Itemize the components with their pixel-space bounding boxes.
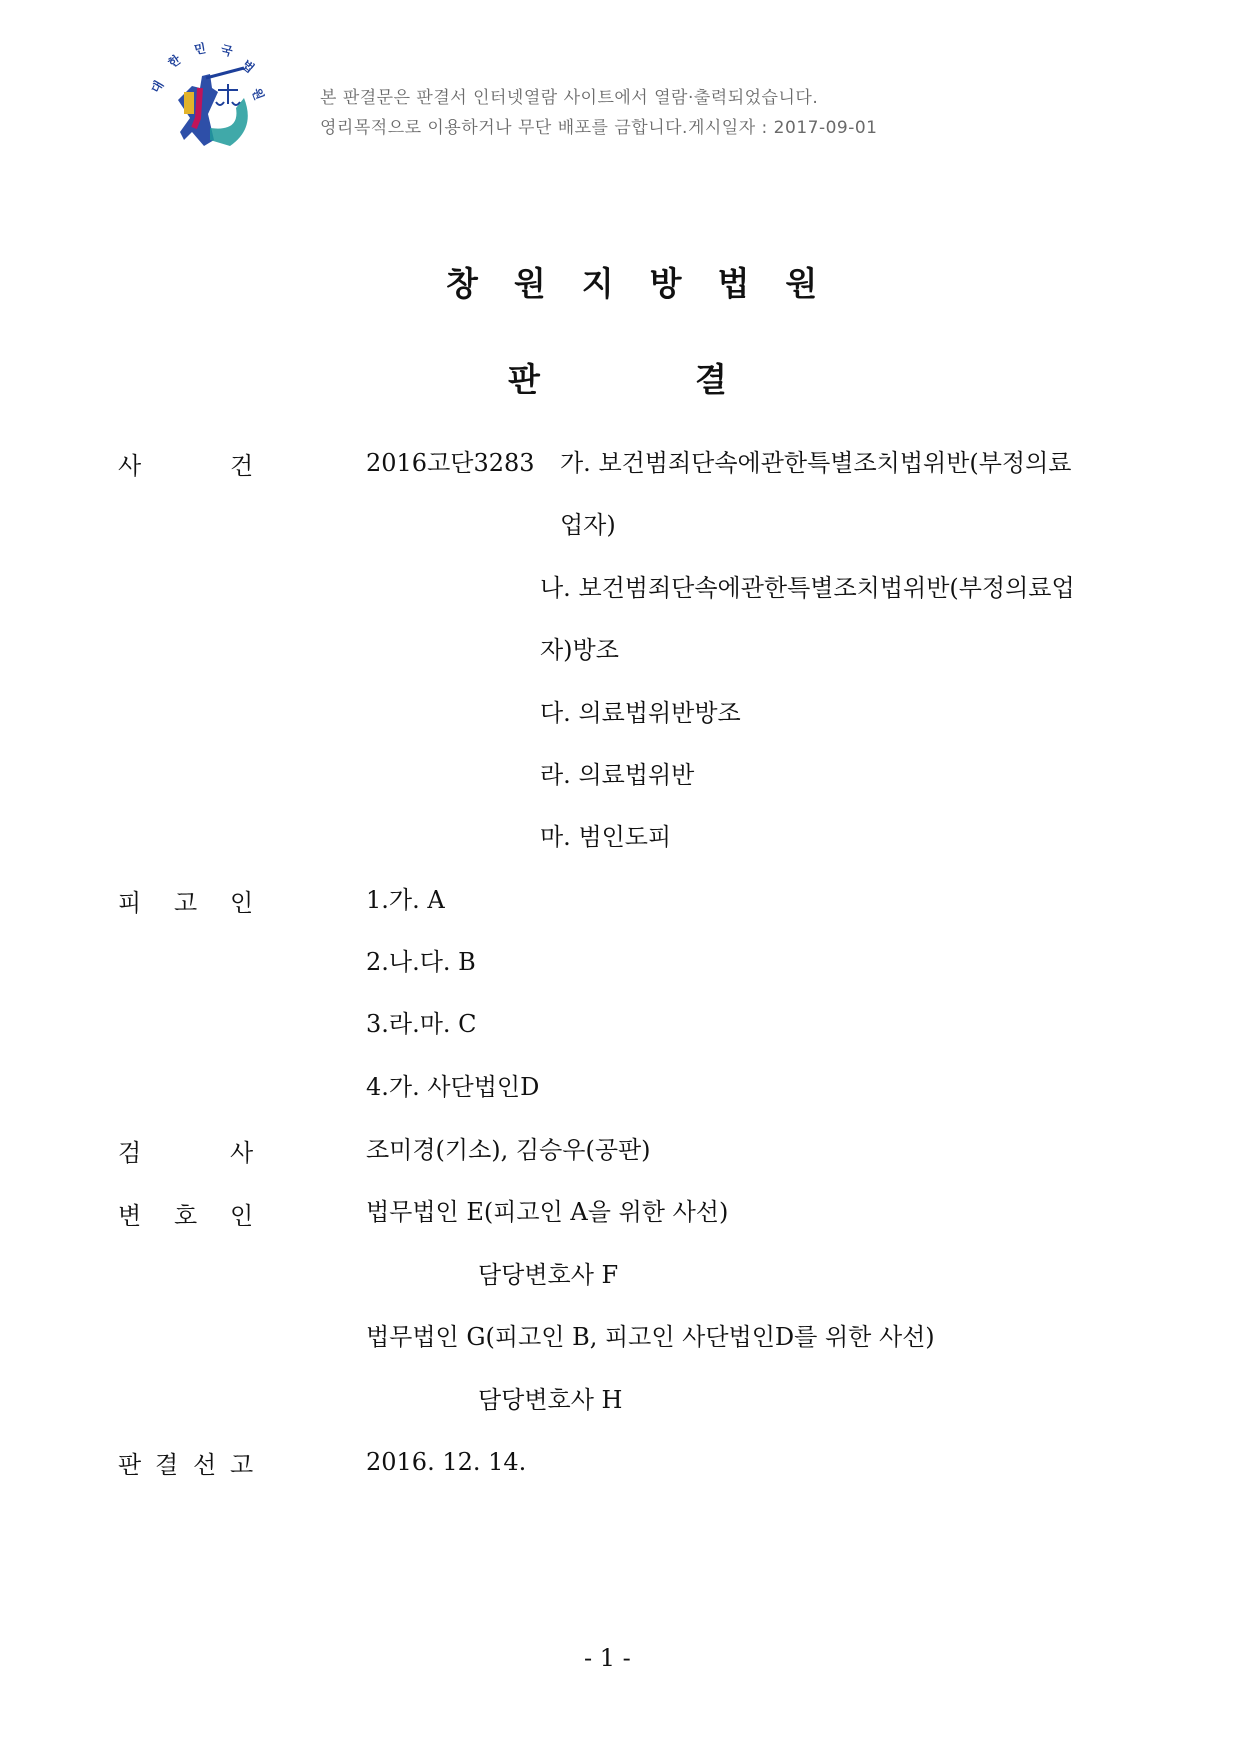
counsel-line-1: 법무법인 E(피고인 A을 위한 사선)	[366, 1198, 729, 1226]
svg-text:원: 원	[249, 86, 267, 102]
defendants-label-3: 인	[230, 889, 254, 917]
charge-line-7: 마. 범인도피	[540, 823, 672, 851]
court-seal-logo	[140, 28, 270, 158]
prosecutor-label-2: 사	[230, 1139, 254, 1167]
charge-line-6: 라. 의료법위반	[540, 761, 695, 789]
page-number: - 1 -	[584, 1644, 631, 1672]
counsel-line-3: 법무법인 G(피고인 B, 피고인 사단법인D를 위한 사선)	[366, 1323, 935, 1351]
defendants-label-2: 고	[174, 889, 198, 917]
sentencing-label-4: 고	[230, 1451, 254, 1479]
charge-line-5: 다. 의료법위반방조	[540, 699, 741, 727]
counsel-line-4: 담당변호사 H	[478, 1386, 623, 1414]
svg-text:한: 한	[165, 52, 184, 71]
counsel-label-2: 호	[174, 1202, 198, 1230]
sentencing-label-2: 결	[155, 1451, 179, 1479]
defendants-label-1: 피	[118, 889, 142, 917]
notice-line-1: 본 판결문은 판결서 인터넷열람 사이트에서 열람·출력되었습니다.	[320, 88, 819, 108]
charge-line-2: 업자)	[560, 511, 616, 539]
defendant-3: 3.라.마. C	[366, 1010, 477, 1038]
court-name: 창원지방법원	[446, 264, 854, 303]
defendant-1: 1.가. A	[366, 886, 445, 914]
defendant-2: 2.나.다. B	[366, 948, 476, 976]
charge-line-3: 나. 보건범죄단속에관한특별조치법위반(부정의료업	[540, 574, 1075, 602]
counsel-line-2: 담당변호사 F	[478, 1261, 619, 1289]
case-label-2: 건	[230, 452, 254, 480]
sentencing-date: 2016. 12. 14.	[366, 1448, 527, 1476]
counsel-label-1: 변	[118, 1202, 142, 1230]
doc-title-char-2: 결	[695, 360, 727, 399]
svg-text:국: 국	[219, 42, 235, 59]
sentencing-label-3: 선	[193, 1451, 217, 1479]
sentencing-label-1: 판	[118, 1451, 142, 1479]
doc-title-char-1: 판	[508, 360, 540, 399]
charge-line-1: 가. 보건범죄단속에관한특별조치법위반(부정의료	[560, 449, 1072, 477]
defendant-4: 4.가. 사단법인D	[366, 1073, 540, 1101]
prosecutor-value: 조미경(기소), 김승우(공판)	[366, 1136, 651, 1164]
prosecutor-label-1: 검	[118, 1139, 142, 1167]
svg-text:민: 민	[193, 41, 207, 57]
case-label-1: 사	[118, 452, 142, 480]
svg-text:대: 대	[148, 78, 167, 96]
notice-line-2: 영리목적으로 이용하거나 무단 배포를 금합니다.게시일자 : 2017-09-01	[320, 118, 878, 138]
svg-text:법: 법	[239, 57, 257, 76]
charge-line-4: 자)방조	[540, 636, 619, 664]
case-number: 2016고단3283	[366, 449, 535, 477]
counsel-label-3: 인	[230, 1202, 254, 1230]
